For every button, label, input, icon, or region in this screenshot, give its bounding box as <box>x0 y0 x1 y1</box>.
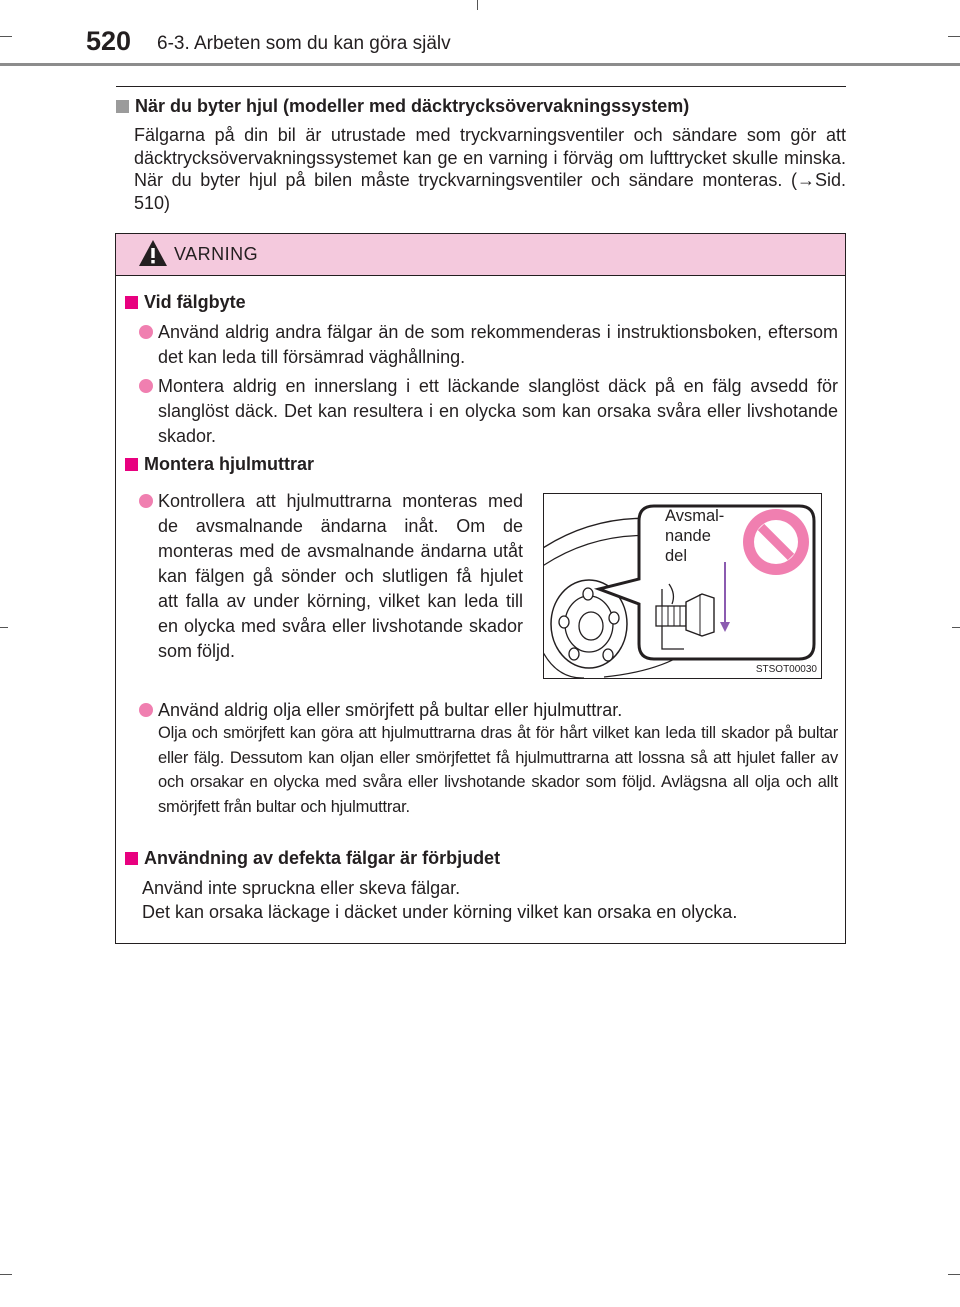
subsection-title-text: När du byter hjul (modeller med däcktrycksövervakningssystem) <box>135 96 690 116</box>
group-title-text: Montera hjulmuttrar <box>144 454 315 474</box>
circle-bullet-icon <box>139 703 153 717</box>
warning-triangle-icon <box>138 238 168 268</box>
warning-label: VARNING <box>174 244 259 264</box>
circle-bullet-icon <box>139 494 153 508</box>
crop-mark <box>952 627 960 628</box>
content-rule <box>116 86 846 87</box>
figure-label-line: Avsmal- <box>665 507 725 525</box>
list-item <box>139 698 838 723</box>
circle-bullet-icon <box>139 379 153 393</box>
figure-callout-label <box>665 506 724 566</box>
bullet-note: Olja och smörjfett kan göra att hjulmuttrarna dras åt för hårt vilket kan leda till skador på bultar eller fälg. Dessutom kan oljan eller smörjfettet få hjulmuttrarna att lossna så att hjulet faller av och orsakar en olycka med svåra eller livshotande skador som följd. Avlägsna all olja och allt smörjfett från bultar och hjulmuttrar. <box>158 724 838 816</box>
prohibited-icon <box>743 509 809 575</box>
group-title <box>125 292 246 313</box>
figure-label-line: del <box>665 547 688 565</box>
crop-mark <box>0 1274 12 1275</box>
crop-mark <box>0 36 12 37</box>
warning-header <box>116 234 845 276</box>
crop-mark <box>948 36 960 37</box>
header-divider <box>0 63 960 66</box>
subsection-body: Fälgarna på din bil är utrustade med tryckvarningsventiler och sändare som gör att däcktrycksövervakningssystemet kan ge en varning i förväg om lufttrycket skulle minska. När du byter hjul på bilen måste tryckvarningsventiler och sändare monteras. (→Sid. 510) <box>134 125 846 213</box>
list-item-text: Använd aldrig andra fälgar än de som rekommenderas i instruktionsboken, eftersom det kan leda till försämrad väghållning. <box>158 322 838 367</box>
list-item <box>139 489 523 664</box>
list-item <box>139 320 838 370</box>
list-item <box>139 374 838 449</box>
list-item-text: Kontrollera att hjulmuttrarna monteras med de avsmalnande ändarna inåt. Om de monteras med de avsmalnande ändarna utåt kan fälgen gå sönder och slutligen få hjulet att falla av under körning, vilket kan leda till en olycka med svåra eller livshotande skador som följd. <box>158 491 523 661</box>
group-title-text: Användning av defekta fälgar är förbjudet <box>144 848 501 868</box>
square-bullet-icon <box>125 458 138 471</box>
crop-mark <box>477 0 478 10</box>
square-bullet-icon <box>125 296 138 309</box>
group-title <box>125 454 314 475</box>
figure-label-line: nande <box>665 527 711 545</box>
group-line: Det kan orsaka läckage i däcket under körning vilket kan orsaka en olycka. <box>142 902 738 922</box>
subsection-title <box>116 96 689 117</box>
group-title <box>125 848 500 869</box>
group-line: Använd inte spruckna eller skeva fälgar. <box>142 878 461 898</box>
group-title-text: Vid fälgbyte <box>144 292 246 312</box>
list-item-text: Montera aldrig en innerslang i ett läckande slanglöst däck på en fälg avsedd för slanglöst däck. Det kan resultera i en olycka som kan orsaka svåra eller livshotande skador. <box>158 376 838 446</box>
wheel-nut-figure <box>543 493 822 679</box>
crop-mark <box>0 627 8 628</box>
page-number: 520 <box>86 26 132 56</box>
square-bullet-icon <box>125 852 138 865</box>
circle-bullet-icon <box>139 325 153 339</box>
square-bullet-icon <box>116 100 129 113</box>
list-item-text: Använd aldrig olja eller smörjfett på bultar eller hjulmuttrar. <box>158 700 623 720</box>
section-heading: 6-3. Arbeten som du kan göra själv <box>157 33 451 54</box>
figure-code: STSOT00030 <box>755 664 817 675</box>
warning-box <box>115 233 846 944</box>
crop-mark <box>948 1274 960 1275</box>
